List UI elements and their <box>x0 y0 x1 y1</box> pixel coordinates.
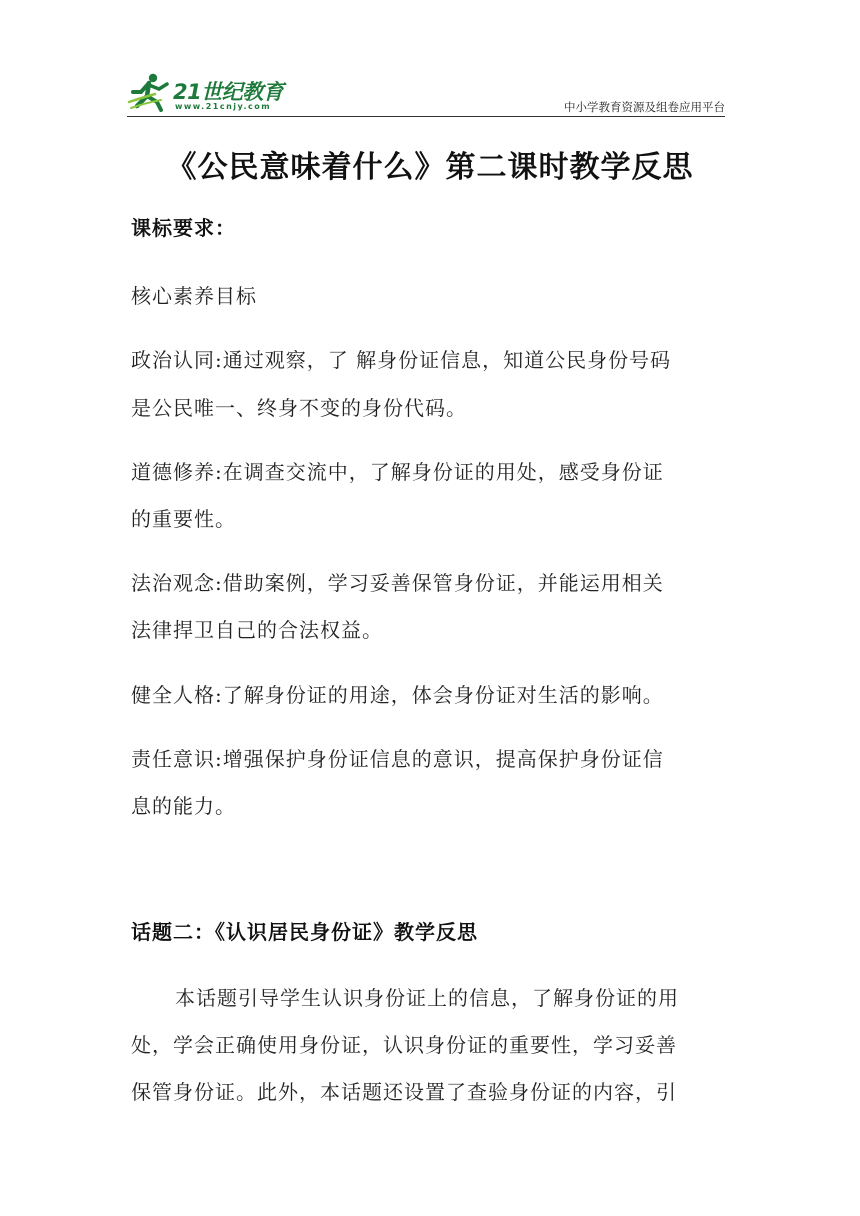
logo <box>127 68 297 116</box>
goal-moral-line-2: 的重要性。 <box>131 507 236 531</box>
goal-law-line-1: 法治观念:借助案例，学习妥善保管身份证，并能运用相关 <box>131 571 664 595</box>
goal-political-line-1: 政治认同:通过观察，了 解身份证信息，知道公民身份号码 <box>131 348 672 372</box>
subheading-core-goals: 核心素养目标 <box>131 284 257 308</box>
header-divider <box>127 116 725 117</box>
paragraph-line-1: 本话题引导学生认识身份证上的信息，了解身份证的用 <box>175 986 679 1010</box>
goal-personality-line-1: 健全人格:了解身份证的用途，体会身份证对生活的影响。 <box>131 683 664 707</box>
header-tagline: 中小学教育资源及组卷应用平台 <box>564 100 725 114</box>
paragraph-line-2: 处，学会正确使用身份证，认识身份证的重要性，学习妥善 <box>131 1033 677 1057</box>
goal-political-line-2: 是公民唯一、终身不变的身份代码。 <box>131 396 467 420</box>
goal-law-line-2: 法律捍卫自己的合法权益。 <box>131 618 383 642</box>
page-header <box>127 68 725 118</box>
goal-responsibility-line-1: 责任意识:增强保护身份证信息的意识，提高保护身份证信 <box>131 747 664 771</box>
runner-logo-icon <box>127 72 177 112</box>
section-heading-topic-two: 话题二：《认识居民身份证》教学反思 <box>131 920 478 944</box>
logo-text: 21世纪教育 <box>173 80 284 104</box>
logo-url: www.21cnjy.com <box>175 102 272 111</box>
document-title: 《公民意味着什么》第二课时教学反思 <box>166 150 694 185</box>
goal-moral-line-1: 道德修养:在调查交流中，了解身份证的用处，感受身份证 <box>131 460 664 484</box>
paragraph-line-3: 保管身份证。此外，本话题还设置了查验身份证的内容，引 <box>131 1080 677 1104</box>
goal-responsibility-line-2: 息的能力。 <box>131 794 236 818</box>
section-heading-standards: 课标要求： <box>131 216 236 240</box>
